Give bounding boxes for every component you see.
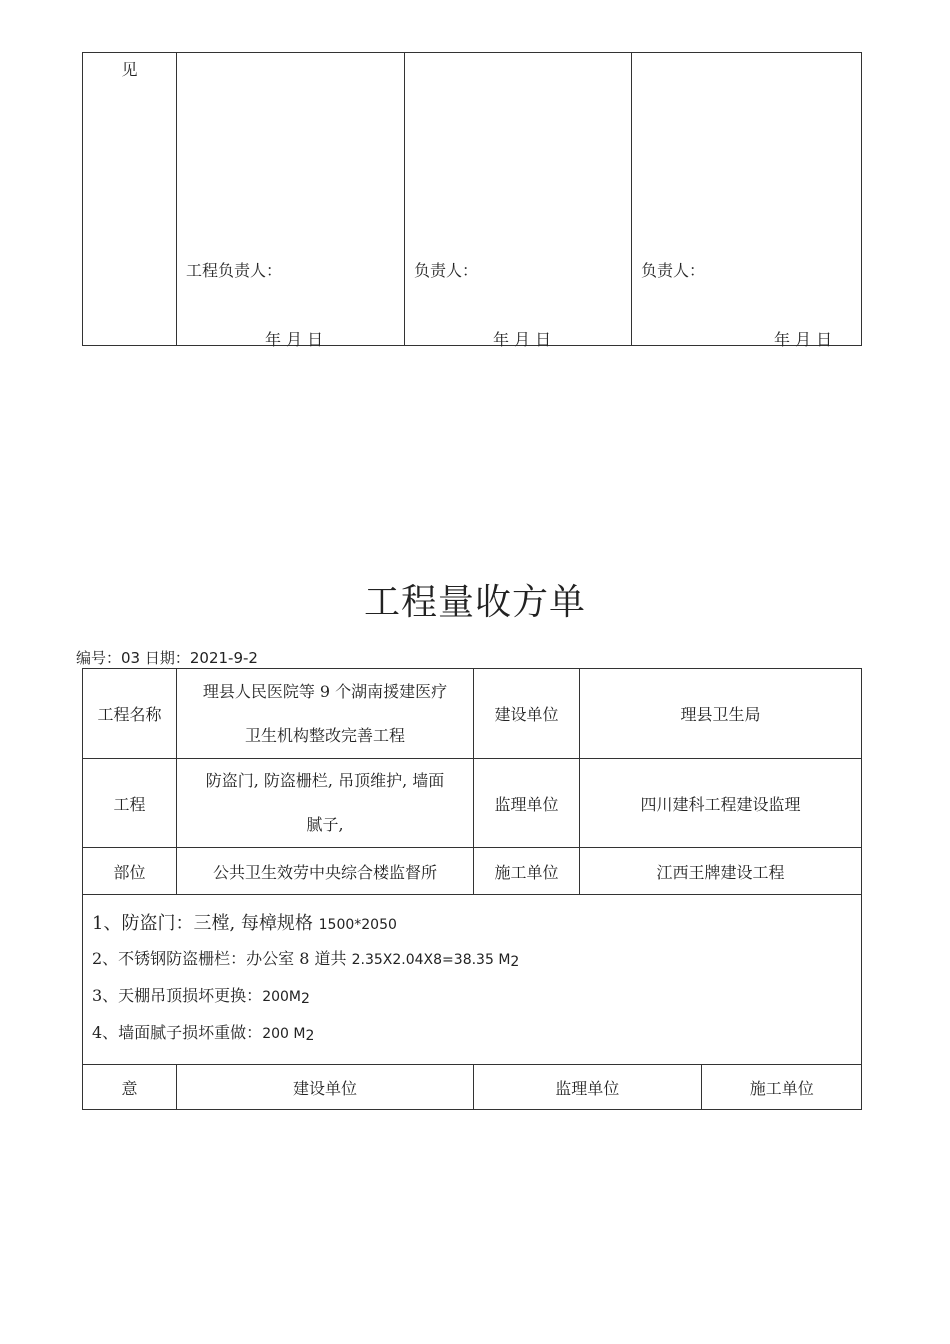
- table-row: [83, 669, 862, 759]
- quantity-item: 1、防盗门：三樘, 每樟规格 1500*2050: [92, 913, 397, 934]
- footer-client-label: 建设单位: [177, 1065, 474, 1110]
- approval-side-cell: [83, 53, 177, 346]
- document-title: 工程量收方单: [363, 582, 586, 623]
- approval-row: [83, 53, 862, 346]
- contractor-value: 江西王牌建设工程: [580, 848, 862, 895]
- location-value: 公共卫生效劳中央综合楼监督所: [177, 848, 474, 895]
- opinion-label: 意: [83, 1065, 177, 1110]
- footer-split-cell: [474, 1065, 862, 1110]
- project-name-label: 工程名称: [83, 669, 177, 759]
- project-name-line: 卫生机构整改完善工程: [244, 725, 405, 745]
- supervisor-value: 四川建科工程建设监理: [580, 759, 862, 848]
- signer-label: 工程负责人：: [186, 261, 283, 280]
- table-row: [83, 759, 862, 848]
- quantity-items-cell: [83, 895, 862, 1065]
- client-value: 理县卫生局: [580, 669, 862, 759]
- work-line: 腻子,: [306, 815, 344, 834]
- footer-contractor-label: 施工单位: [749, 1078, 814, 1098]
- location-label: 部位: [83, 848, 177, 895]
- date-label: 年 月 日: [265, 330, 324, 349]
- signer-label: 负责人：: [414, 261, 479, 280]
- work-value: [177, 759, 474, 848]
- table-row: [83, 895, 862, 1065]
- date-label: 年 月 日: [774, 330, 833, 349]
- table-row: [83, 1065, 862, 1110]
- signer-label: 负责人：: [641, 261, 706, 280]
- work-line: 防盗门, 防盗栅栏, 吊顶维护, 墙面: [205, 771, 445, 790]
- approval-cell-contractor: [632, 53, 862, 349]
- top-approval-table: [82, 52, 862, 349]
- project-name-line: 理县人民医院等 9 个湖南援建医疗: [202, 681, 448, 701]
- footer-supervisor-label: 监理单位: [474, 1065, 701, 1109]
- table-row: [83, 848, 862, 895]
- footer-inner-table: [474, 1065, 862, 1109]
- quantity-table: [82, 668, 862, 1110]
- approval-cell-client: [177, 53, 405, 349]
- contractor-label: 施工单位: [474, 848, 580, 895]
- date-label: 年 月 日: [493, 330, 552, 349]
- quantity-item: 2、不锈钢防盗栅栏：办公室 8 道共 2.35X2.04X8=38.35 $M_2$: [92, 949, 520, 970]
- document-meta: 编号：03 日期：2021-9-2: [76, 649, 258, 667]
- opinion-label: 见: [121, 60, 138, 79]
- quantity-item: 3、天棚吊顶损坏更换：$200M_2$: [92, 986, 310, 1007]
- client-label: 建设单位: [474, 669, 580, 759]
- approval-cell-supervisor: [405, 53, 632, 349]
- supervisor-label: 监理单位: [474, 759, 580, 848]
- project-name-value: [177, 669, 474, 759]
- quantity-item: 4、墙面腻子损坏重做：200 $M_2$: [92, 1023, 315, 1044]
- work-label: 工程: [83, 759, 177, 848]
